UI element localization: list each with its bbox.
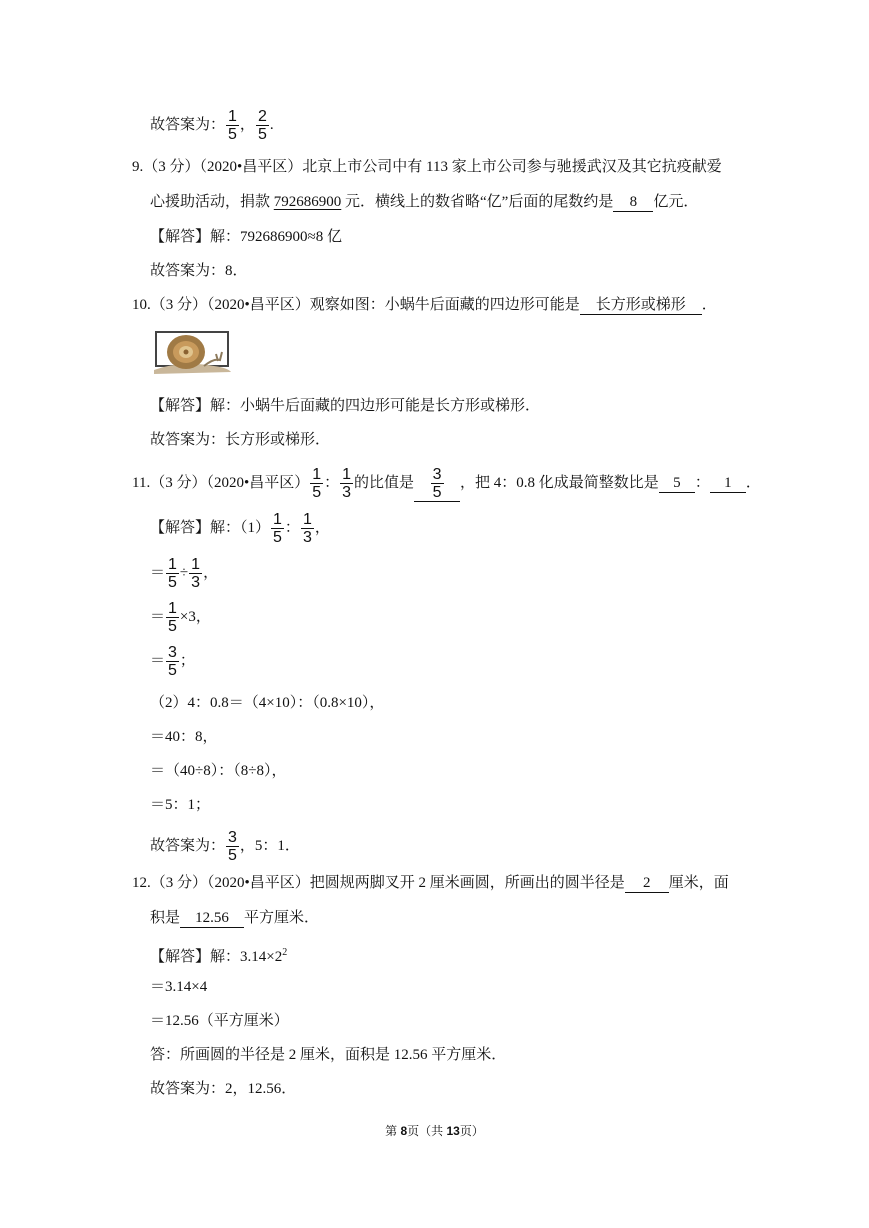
text: 厘米，面 xyxy=(668,875,729,891)
answer-blank: 8 xyxy=(613,193,653,212)
q10-stem xyxy=(132,292,717,318)
fraction: $\frac{1}{3}$ xyxy=(302,511,312,546)
q12-answer: 故答案为：2，12.56． xyxy=(150,1081,297,1097)
q8-answer xyxy=(150,108,274,143)
fraction: $\frac{3}{5}$ xyxy=(228,829,237,864)
text: 元．横线上的数省略“亿”后面的尾数约是 xyxy=(341,194,614,210)
text: ， xyxy=(314,519,330,536)
underlined-number: 792686900 xyxy=(273,194,342,210)
text: ， xyxy=(203,564,219,581)
text: 10.（3 分）（2020•昌平区）观察如图：小蜗牛后面藏的四边形可能是 xyxy=(132,297,580,313)
text: ． xyxy=(701,297,717,313)
text: ＝ xyxy=(150,564,166,581)
text: ＝ xyxy=(150,652,166,669)
q12-solution xyxy=(150,940,287,970)
text: 12.（3 分）（2020•昌平区）把圆规两脚叉开 2 厘米画圆，所画出的圆半径是 xyxy=(132,875,625,891)
q11-stem xyxy=(132,466,761,502)
exponent: 2 xyxy=(282,947,288,958)
q11-part2-line2: ＝40：8， xyxy=(150,729,218,745)
answer-blank: 2 xyxy=(625,874,669,893)
page-footer xyxy=(0,1122,869,1139)
snail-image xyxy=(152,330,232,375)
q11-answer xyxy=(150,829,300,864)
text: 积是 xyxy=(150,910,181,926)
text: ； xyxy=(179,652,195,669)
answer-prefix: 故答案为： xyxy=(150,116,226,133)
text: ： xyxy=(694,474,710,491)
text: ×3， xyxy=(179,608,211,625)
answer-blank: 12.56 xyxy=(180,909,244,928)
answer-blank: 1 xyxy=(710,474,746,493)
fraction: $\frac{1}{5}$ xyxy=(312,466,322,501)
q12-reply: 答：所画圆的半径是 2 厘米，面积是 12.56 平方厘米． xyxy=(150,1047,507,1063)
period: . xyxy=(269,116,274,133)
text: 故答案为： xyxy=(150,837,226,854)
q9-answer: 故答案为：8． xyxy=(150,263,248,279)
fraction: $\frac{3}{5}$ xyxy=(432,466,442,501)
separator: ， xyxy=(239,116,255,133)
text: 平方厘米． xyxy=(244,910,320,926)
text: 【解答】解：（1） xyxy=(150,519,271,536)
q9-solution: 【解答】解：792686900≈8 亿 xyxy=(150,229,342,245)
q11-solution-step4 xyxy=(150,644,195,679)
fraction: $\frac{1}{5}$ xyxy=(168,556,177,591)
fraction: $\frac{2}{5}$ xyxy=(257,108,267,143)
answer-blank: 5 xyxy=(659,474,695,493)
fraction: $\frac{3}{5}$ xyxy=(168,644,177,679)
text: 心援助活动，捐款 xyxy=(150,194,274,210)
q11-part2-line1: （2）4：0.8＝（4×10）：（0.8×10）， xyxy=(150,695,385,711)
answer-blank: 长方形或梯形 xyxy=(580,296,702,315)
text: 的比值是 xyxy=(354,474,415,491)
q12-step3: ＝12.56（平方厘米） xyxy=(150,1013,289,1029)
text: 11.（3 分）（2020•昌平区） xyxy=(132,474,310,491)
fraction: $\frac{1}{5}$ xyxy=(228,108,237,143)
text: ： xyxy=(284,519,300,536)
fraction: $\frac{1}{3}$ xyxy=(342,466,352,501)
q9-stem-line2 xyxy=(150,189,698,215)
q11-part2-line3: ＝（40÷8）：（8÷8）， xyxy=(150,763,287,779)
q12-step2: ＝3.14×4 xyxy=(150,979,208,995)
text: ÷ xyxy=(179,564,189,581)
q11-solution-step3 xyxy=(150,600,211,635)
text: ，把 4：0.8 化成最简整数比是 xyxy=(460,474,659,491)
q11-part2-line4: ＝5：1； xyxy=(150,797,211,813)
text: 亿元． xyxy=(653,194,699,210)
text: 页） xyxy=(459,1124,484,1138)
text: 页（共 xyxy=(407,1124,447,1138)
fraction: $\frac{1}{5}$ xyxy=(168,600,177,635)
text: ： xyxy=(324,474,340,491)
q11-solution-step2 xyxy=(150,556,218,591)
q11-solution-step1 xyxy=(150,511,330,546)
q12-stem-line2 xyxy=(150,905,319,931)
fraction: $\frac{1}{5}$ xyxy=(273,511,282,546)
fraction: $\frac{1}{3}$ xyxy=(191,556,201,591)
q9-stem-line1: 9.（3 分）（2020•昌平区）北京上市公司中有 113 家上市公司参与驰援武汉及其它抗疫献爱 xyxy=(132,159,722,175)
text: 第 xyxy=(385,1124,401,1138)
q12-stem-line1 xyxy=(132,870,729,896)
answer-blank xyxy=(414,466,460,502)
text: ，5：1． xyxy=(239,837,300,854)
page-number: 8 xyxy=(400,1124,408,1138)
q10-solution: 【解答】解：小蜗牛后面藏的四边形可能是长方形或梯形． xyxy=(150,398,541,414)
q10-answer: 故答案为：长方形或梯形． xyxy=(150,432,331,448)
total-pages: 13 xyxy=(446,1124,460,1138)
text: ＝ xyxy=(150,608,166,625)
text: 【解答】解：3.14×2 xyxy=(150,949,283,965)
text: ． xyxy=(745,474,761,491)
